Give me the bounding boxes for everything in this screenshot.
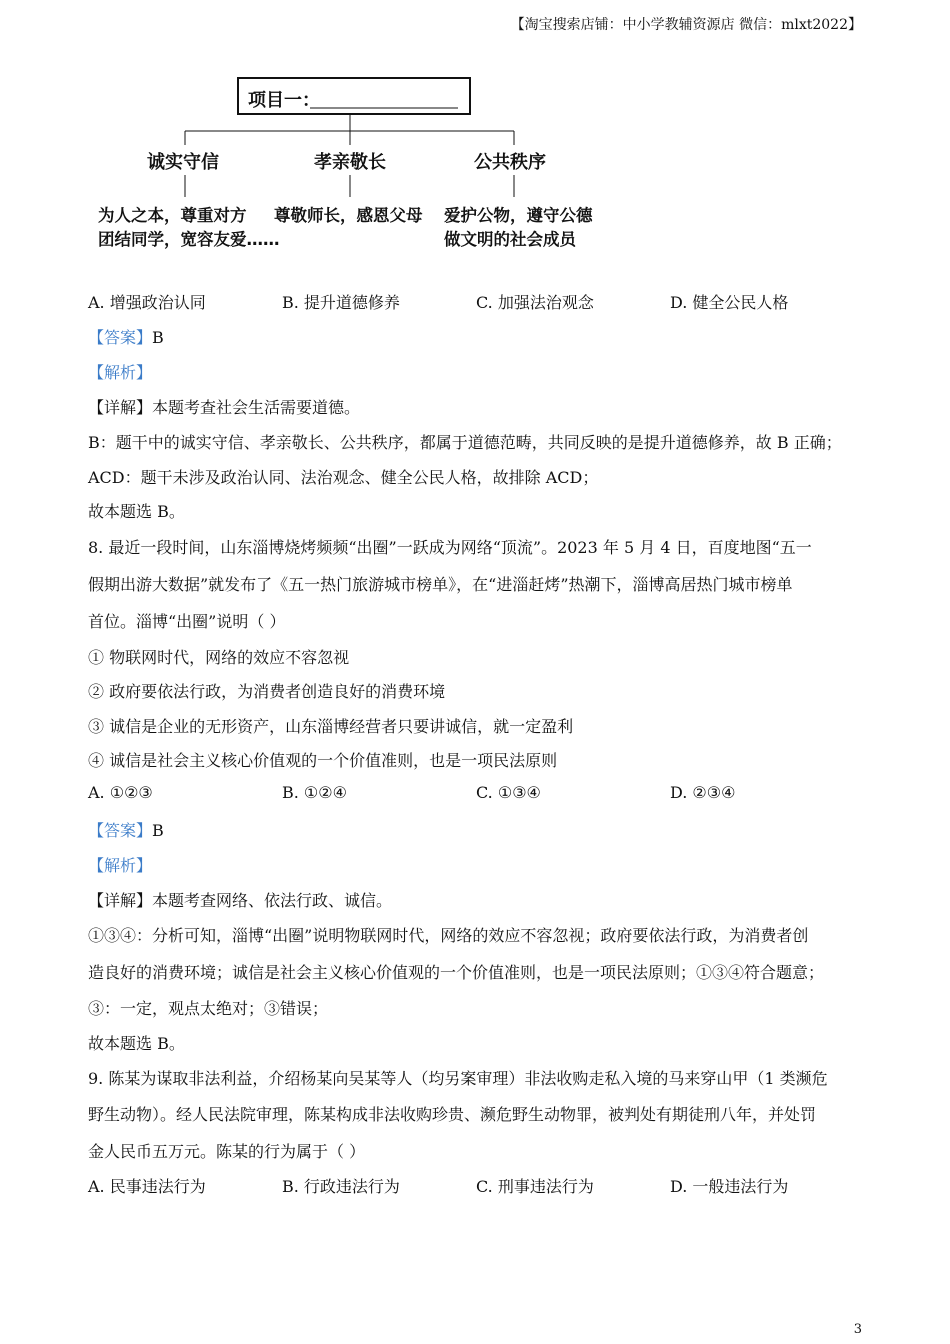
q9-option-a: A. 民事违法行为 bbox=[88, 1177, 206, 1196]
q7-option-b: B. 提升道德修养 bbox=[282, 293, 400, 312]
q8-stem-1: 8. 最近一段时间，山东淄博烧烤频频“出圈”一跃成为网络“顶流”。2023 年 5 月 4 日，百度地图“五一 bbox=[88, 538, 812, 557]
q9-stem-3: 金人民币五万元。陈某的行为属于（ ） bbox=[88, 1142, 366, 1161]
diagram-desc-1a: 为人之本，尊重对方 bbox=[98, 206, 247, 225]
q8-conclusion: 故本题选 B。 bbox=[88, 1034, 185, 1053]
q8-item-1: ① 物联网时代，网络的效应不容忽视 bbox=[88, 648, 350, 667]
diagram-branch-label-3: 公共秩序 bbox=[474, 152, 546, 173]
q8-option-b: B. ①②④ bbox=[282, 783, 347, 802]
header-note: 【淘宝搜索店铺：中小学教辅资源店 微信：mlxt2022】 bbox=[510, 17, 862, 33]
q8-option-a: A. ①②③ bbox=[88, 783, 153, 802]
diagram-desc-1b: 团结同学，宽容友爱…… bbox=[98, 230, 280, 249]
page-number: 3 bbox=[853, 1322, 862, 1337]
diagram-branch-label-1: 诚实守信 bbox=[147, 152, 219, 173]
diagram-desc-3a: 爱护公物，遵守公德 bbox=[444, 206, 593, 225]
q8-option-d: D. ②③④ bbox=[670, 783, 736, 802]
q9-option-b: B. 行政违法行为 bbox=[282, 1177, 400, 1196]
q7-answer-value: B bbox=[152, 328, 164, 347]
q7-option-c: C. 加强法治观念 bbox=[476, 293, 594, 312]
q8-analysis-tag: 【解析】 bbox=[88, 856, 153, 875]
diagram-branch-label-2: 孝亲敬长 bbox=[314, 152, 386, 173]
q7-answer bbox=[88, 325, 164, 348]
q8-item-2: ② 政府要依法行政，为消费者创造良好的消费环境 bbox=[88, 682, 446, 701]
diagram-title: 项目一： bbox=[248, 90, 320, 111]
diagram-desc-3b: 做文明的社会成员 bbox=[444, 230, 576, 249]
q8-item-4: ④ 诚信是社会主义核心价值观的一个价值准则，也是一项民法原则 bbox=[88, 751, 558, 770]
q7-option-d: D. 健全公民人格 bbox=[670, 293, 789, 312]
q9-option-d: D. 一般违法行为 bbox=[670, 1177, 789, 1196]
q8-option-c: C. ①③④ bbox=[476, 783, 541, 802]
q9-option-c: C. 刑事违法行为 bbox=[476, 1177, 594, 1196]
q7-answer-tag: 【答案】 bbox=[88, 328, 153, 347]
q9-stem-2: 野生动物）。经人民法院审理，陈某构成非法收购珍贵、濒危野生动物罪，被判处有期徒刑八年，并处罚 bbox=[88, 1105, 817, 1124]
q7-detail: 【详解】本题考查社会生活需要道德。 bbox=[88, 398, 361, 417]
q8-item-3: ③ 诚信是企业的无形资产，山东淄博经营者只要讲诚信，就一定盈利 bbox=[88, 717, 574, 736]
q8-explain-2: 造良好的消费环境；诚信是社会主义核心价值观的一个价值准则，也是一项民法原则；①③④符合题意； bbox=[88, 963, 825, 982]
concept-diagram bbox=[0, 0, 950, 270]
q7-options bbox=[88, 290, 868, 314]
q7-analysis-tag: 【解析】 bbox=[88, 363, 153, 382]
q8-detail: 【详解】本题考查网络、依法行政、诚信。 bbox=[88, 891, 393, 910]
q8-answer-value: B bbox=[152, 821, 164, 840]
q8-explain-1: ①③④：分析可知，淄博“出圈”说明物联网时代，网络的效应不容忽视；政府要依法行政，为消费者创 bbox=[88, 926, 809, 945]
q8-answer bbox=[88, 818, 164, 841]
q8-answer-tag: 【答案】 bbox=[88, 821, 153, 840]
q8-explain-3: ③：一定，观点太绝对；③错误； bbox=[88, 999, 329, 1018]
q7-explain-2: ACD：题干未涉及政治认同、法治观念、健全公民人格，故排除 ACD； bbox=[88, 468, 599, 487]
q9-stem-1: 9. 陈某为谋取非法利益，介绍杨某向吴某等人（均另案审理）非法收购走私入境的马来穿山甲（1 类濒危 bbox=[88, 1069, 828, 1088]
q7-explain-1: B：题干中的诚实守信、孝亲敬长、公共秩序，都属于道德范畴，共同反映的是提升道德修养，故 B 正确； bbox=[88, 433, 842, 452]
q8-options bbox=[88, 783, 868, 807]
q8-stem-2: 假期出游大数据”就发布了《五一热门旅游城市榜单》，在“进淄赶烤”热潮下，淄博高居热门城市榜单 bbox=[88, 575, 793, 594]
q7-conclusion: 故本题选 B。 bbox=[88, 502, 185, 521]
q9-options bbox=[88, 1174, 868, 1198]
q8-stem-3: 首位。淄博“出圈”说明（ ） bbox=[88, 612, 286, 631]
diagram-desc-2a: 尊敬师长，感恩父母 bbox=[274, 206, 423, 225]
q7-option-a: A. 增强政治认同 bbox=[88, 293, 206, 312]
